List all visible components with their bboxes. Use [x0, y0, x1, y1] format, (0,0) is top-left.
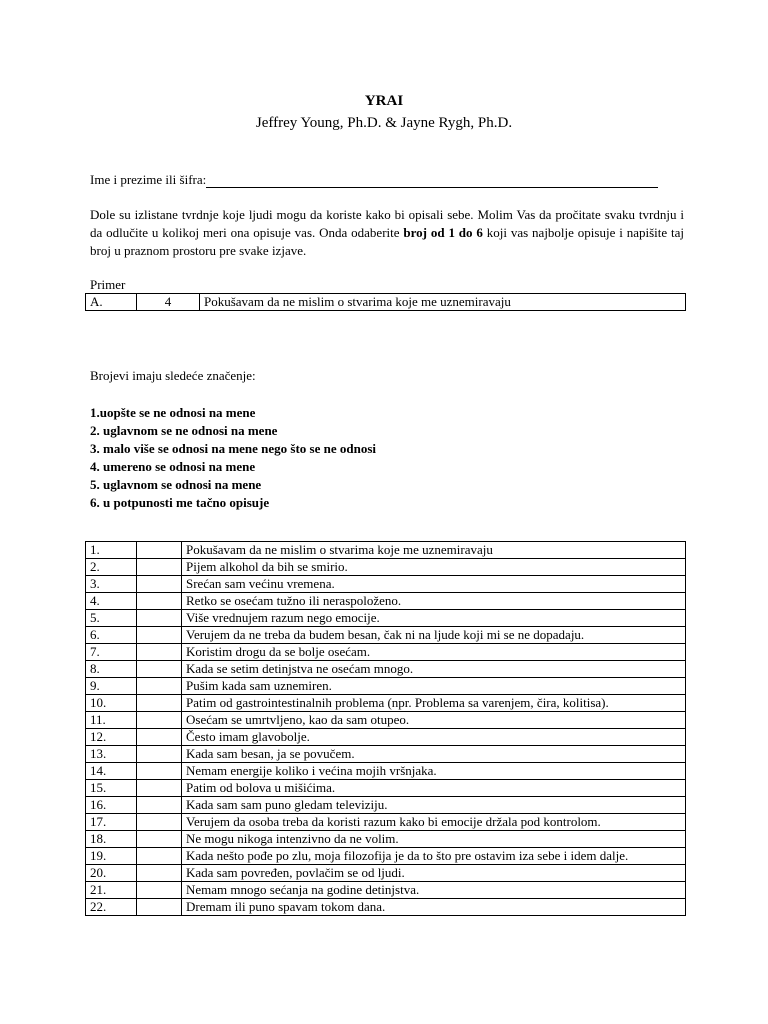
item-number: 6.: [86, 627, 137, 644]
item-number: 5.: [86, 610, 137, 627]
item-number: 13.: [86, 746, 137, 763]
item-statement: Više vrednujem razum nego emocije.: [182, 610, 686, 627]
item-score-blank[interactable]: [137, 899, 182, 916]
table-row: [86, 882, 686, 899]
instructions-text-2: koji vas najbolje opisuje i napišite taj broj u praznom prostoru pre svake izjave.: [90, 225, 684, 258]
table-row: [86, 695, 686, 712]
item-score-blank[interactable]: [137, 678, 182, 695]
item-statement: Pušim kada sam uznemiren.: [182, 678, 686, 695]
rating-scale-list: [90, 404, 376, 512]
item-score-blank[interactable]: [137, 729, 182, 746]
table-row: [86, 559, 686, 576]
item-statement: Kada se setim detinjstva ne osećam mnogo.: [182, 661, 686, 678]
item-statement: Kada sam sam puno gledam televiziju.: [182, 797, 686, 814]
item-number: 16.: [86, 797, 137, 814]
item-number: 14.: [86, 763, 137, 780]
document-authors: Jeffrey Young, Ph.D. & Jayne Rygh, Ph.D.: [255, 115, 513, 131]
item-statement: Patim od bolova u mišićima.: [182, 780, 686, 797]
example-statement: Pokušavam da ne mislim o stvarima koje me uznemiravaju: [200, 294, 686, 311]
item-score-blank[interactable]: [137, 831, 182, 848]
table-row: [86, 763, 686, 780]
example-letter: A.: [86, 294, 137, 311]
item-number: 8.: [86, 661, 137, 678]
item-score-blank[interactable]: [137, 814, 182, 831]
item-number: 17.: [86, 814, 137, 831]
item-statement: Pijem alkohol da bih se smirio.: [182, 559, 686, 576]
item-statement: Verujem da ne treba da budem besan, čak ni na ljude koji mi se ne dopadaju.: [182, 627, 686, 644]
item-statement: Dremam ili puno spavam tokom dana.: [182, 899, 686, 916]
example-row: [86, 294, 686, 311]
item-statement: Srećan sam većinu vremena.: [182, 576, 686, 593]
item-number: 3.: [86, 576, 137, 593]
table-row: [86, 610, 686, 627]
item-statement: Kada nešto pođe po zlu, moja filozofija je da to što pre ostavim iza sebe i idem dalje.: [182, 848, 686, 865]
item-score-blank[interactable]: [137, 763, 182, 780]
table-row: [86, 746, 686, 763]
item-statement: Pokušavam da ne mislim o stvarima koje me uznemiravaju: [182, 542, 686, 559]
item-statement: Patim od gastrointestinalnih problema (npr. Problema sa varenjem, čira, kolitisa).: [182, 695, 686, 712]
table-row: [86, 593, 686, 610]
item-statement: Osećam se umrtvljeno, kao da sam otupeo.: [182, 712, 686, 729]
instructions-paragraph: [90, 206, 684, 260]
item-statement: Koristim drogu da se bolje osećam.: [182, 644, 686, 661]
item-statement: Verujem da osoba treba da koristi razum kako bi emocije držala pod kontrolom.: [182, 814, 686, 831]
item-score-blank[interactable]: [137, 780, 182, 797]
item-number: 19.: [86, 848, 137, 865]
scale-item-2: 2. uglavnom se ne odnosi na mene: [90, 423, 278, 438]
item-score-blank[interactable]: [137, 746, 182, 763]
item-number: 18.: [86, 831, 137, 848]
item-number: 21.: [86, 882, 137, 899]
item-score-blank[interactable]: [137, 559, 182, 576]
table-row: [86, 814, 686, 831]
item-number: 1.: [86, 542, 137, 559]
item-number: 10.: [86, 695, 137, 712]
scale-item-6: 6. u potpunosti me tačno opisuje: [90, 495, 270, 510]
item-statement: Kada sam povređen, povlačim se od ljudi.: [182, 865, 686, 882]
item-score-blank[interactable]: [137, 797, 182, 814]
table-row: [86, 899, 686, 916]
item-score-blank[interactable]: [137, 593, 182, 610]
item-number: 15.: [86, 780, 137, 797]
table-row: [86, 678, 686, 695]
item-score-blank[interactable]: [137, 848, 182, 865]
item-statement: Nemam energije koliko i većina mojih vršnjaka.: [182, 763, 686, 780]
item-number: 22.: [86, 899, 137, 916]
item-score-blank[interactable]: [137, 661, 182, 678]
item-score-blank[interactable]: [137, 627, 182, 644]
scale-item-1: 1.uopšte se ne odnosi na mene: [90, 405, 256, 420]
scale-item-5: 5. uglavnom se odnosi na mene: [90, 477, 262, 492]
item-statement: Retko se osećam tužno ili neraspoloženo.: [182, 593, 686, 610]
item-score-blank[interactable]: [137, 610, 182, 627]
table-row: [86, 831, 686, 848]
table-row: [86, 712, 686, 729]
name-field-blank[interactable]: [206, 173, 658, 188]
scale-intro-label: Brojevi imaju sledeće značenje:: [90, 368, 256, 383]
scale-item-4: 4. umereno se odnosi na mene: [90, 459, 256, 474]
item-score-blank[interactable]: [137, 712, 182, 729]
item-number: 4.: [86, 593, 137, 610]
table-row: [86, 780, 686, 797]
name-field-label: Ime i prezime ili šifra:: [90, 172, 207, 187]
items-table: [85, 541, 686, 916]
item-score-blank[interactable]: [137, 576, 182, 593]
item-statement: Nemam mnogo sećanja na godine detinjstva.: [182, 882, 686, 899]
item-statement: Često imam glavobolje.: [182, 729, 686, 746]
table-row: [86, 729, 686, 746]
example-label: Primer: [90, 277, 126, 292]
item-score-blank[interactable]: [137, 865, 182, 882]
item-number: 12.: [86, 729, 137, 746]
item-number: 11.: [86, 712, 137, 729]
table-row: [86, 627, 686, 644]
name-field-row: [90, 172, 658, 188]
item-score-blank[interactable]: [137, 882, 182, 899]
instructions-text-1: Dole su izlistane tvrdnje koje ljudi mogu da koriste kako bi opisali sebe. Molim Vas da pročitate svaku tvrdnju i da odlučite u kolikoj meri ona opisuje vas. Onda odaberite: [90, 207, 684, 240]
instructions-bold-range: broj od 1 do 6: [403, 225, 483, 240]
item-number: 2.: [86, 559, 137, 576]
table-row: [86, 865, 686, 882]
document-title: YRAI: [364, 93, 404, 109]
table-row: [86, 576, 686, 593]
item-number: 20.: [86, 865, 137, 882]
table-row: [86, 542, 686, 559]
example-score: 4: [137, 294, 200, 311]
table-row: [86, 644, 686, 661]
item-score-blank[interactable]: [137, 542, 182, 559]
item-number: 7.: [86, 644, 137, 661]
item-statement: Kada sam besan, ja se povučem.: [182, 746, 686, 763]
scale-item-3: 3. malo više se odnosi na mene nego što se ne odnosi: [90, 441, 377, 456]
example-table: [85, 293, 686, 311]
table-row: [86, 797, 686, 814]
item-statement: Ne mogu nikoga intenzivno da ne volim.: [182, 831, 686, 848]
item-score-blank[interactable]: [137, 644, 182, 661]
table-row: [86, 848, 686, 865]
item-number: 9.: [86, 678, 137, 695]
table-row: [86, 661, 686, 678]
item-score-blank[interactable]: [137, 695, 182, 712]
